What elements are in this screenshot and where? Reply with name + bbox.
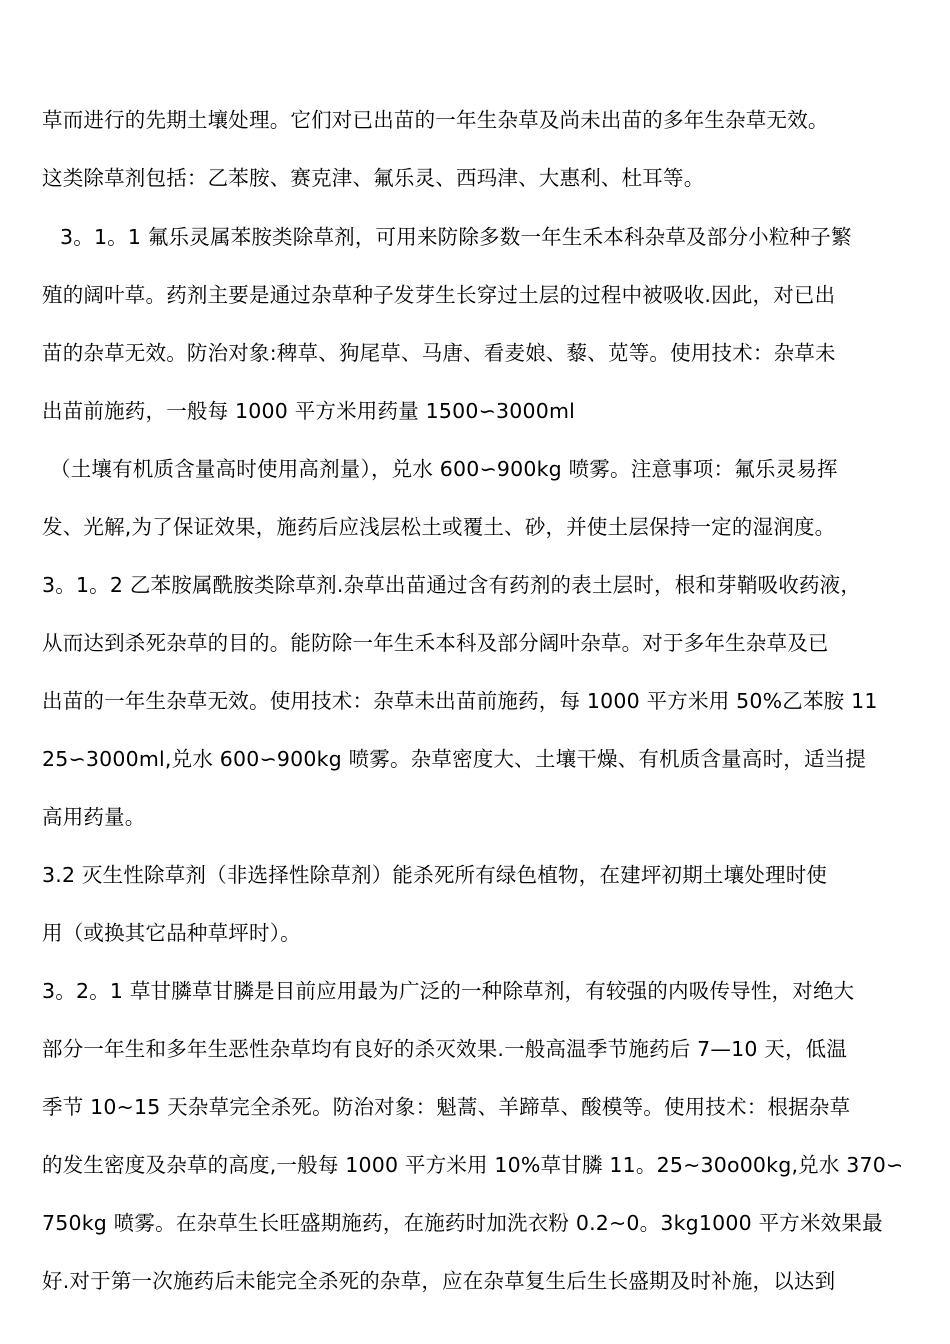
text-line: 25∽3000ml,兑水 600∽900kg 喷雾。杂草密度大、土壤干燥、有机质含量高时，适当提 bbox=[42, 747, 867, 771]
text-line: 3。2。1 草甘膦草甘膦是目前应用最为广泛的一种除草剂，有较强的内吸传导性，对绝大 bbox=[42, 979, 855, 1003]
text-line: 出苗的一年生杂草无效。使用技术：杂草未出苗前施药，每 1000 平方米用 50%乙苯胺 11 bbox=[42, 689, 878, 713]
text-line: 这类除草剂包括：乙苯胺、赛克津、氟乐灵、西玛津、大惠利、杜耳等。 bbox=[42, 166, 705, 190]
text-line: 出苗前施药，一般每 1000 平方米用药量 1500∽3000ml bbox=[42, 399, 576, 423]
text-line: 3.2 灭生性除草剂（非选择性除草剂）能杀死所有绿色植物，在建坪初期土壤处理时使 bbox=[42, 863, 828, 887]
text-line: 用（或换其它品种草坪时）。 bbox=[42, 921, 301, 945]
text-line: 高用药量。 bbox=[42, 805, 146, 829]
text-line: 季节 10~15 天杂草完全杀死。防治对象：魁蒿、羊蹄草、酸模等。使用技术：根据杂草 bbox=[42, 1095, 851, 1119]
text-line: 好.对于第一次施药后未能完全杀死的杂草，应在杂草复生后生长盛期及时补施，以达到 bbox=[42, 1269, 836, 1293]
text-line: 殖的阔叶草。药剂主要是通过杂草种子发芽生长穿过土层的过程中被吸收.因此，对已出 bbox=[42, 283, 836, 307]
text-line: 750kg 喷雾。在杂草生长旺盛期施药，在施药时加洗衣粉 0.2~0。3kg1000 平方米效果最 bbox=[42, 1211, 883, 1235]
text-line: （土壤有机质含量高时使用高剂量），兑水 600∽900kg 喷雾。注意事项：氟乐灵易挥 bbox=[50, 457, 838, 481]
text-line: 部分一年生和多年生恶性杂草均有良好的杀灭效果.一般高温季节施药后 7—10 天，低温 bbox=[42, 1037, 848, 1061]
text-line: 从而达到杀死杂草的目的。能防除一年生禾本科及部分阔叶杂草。对于多年生杂草及已 bbox=[42, 631, 829, 655]
text-line: 的发生密度及杂草的高度,一般每 1000 平方米用 10%草甘膦 11。25~30o00kg,兑水 370∽ bbox=[42, 1153, 904, 1177]
text-line: 苗的杂草无效。防治对象:稗草、狗尾草、马唐、看麦娘、藜、苋等。使用技术：杂草未 bbox=[42, 341, 836, 365]
text-line: 3。1。1 氟乐灵属苯胺类除草剂，可用来防除多数一年生禾本科杂草及部分小粒种子繁 bbox=[60, 225, 852, 249]
text-line: 草而进行的先期土壤处理。它们对已出苗的一年生杂草及尚未出苗的多年生杂草无效。 bbox=[42, 108, 829, 132]
text-line: 发、光解,为了保证效果，施药后应浅层松土或覆土、砂，并使土层保持一定的湿润度。 bbox=[42, 515, 836, 539]
text-line: 3。1。2 乙苯胺属酰胺类除草剂.杂草出苗通过含有药剂的表土层时，根和芽鞘吸收药液， bbox=[42, 573, 862, 597]
